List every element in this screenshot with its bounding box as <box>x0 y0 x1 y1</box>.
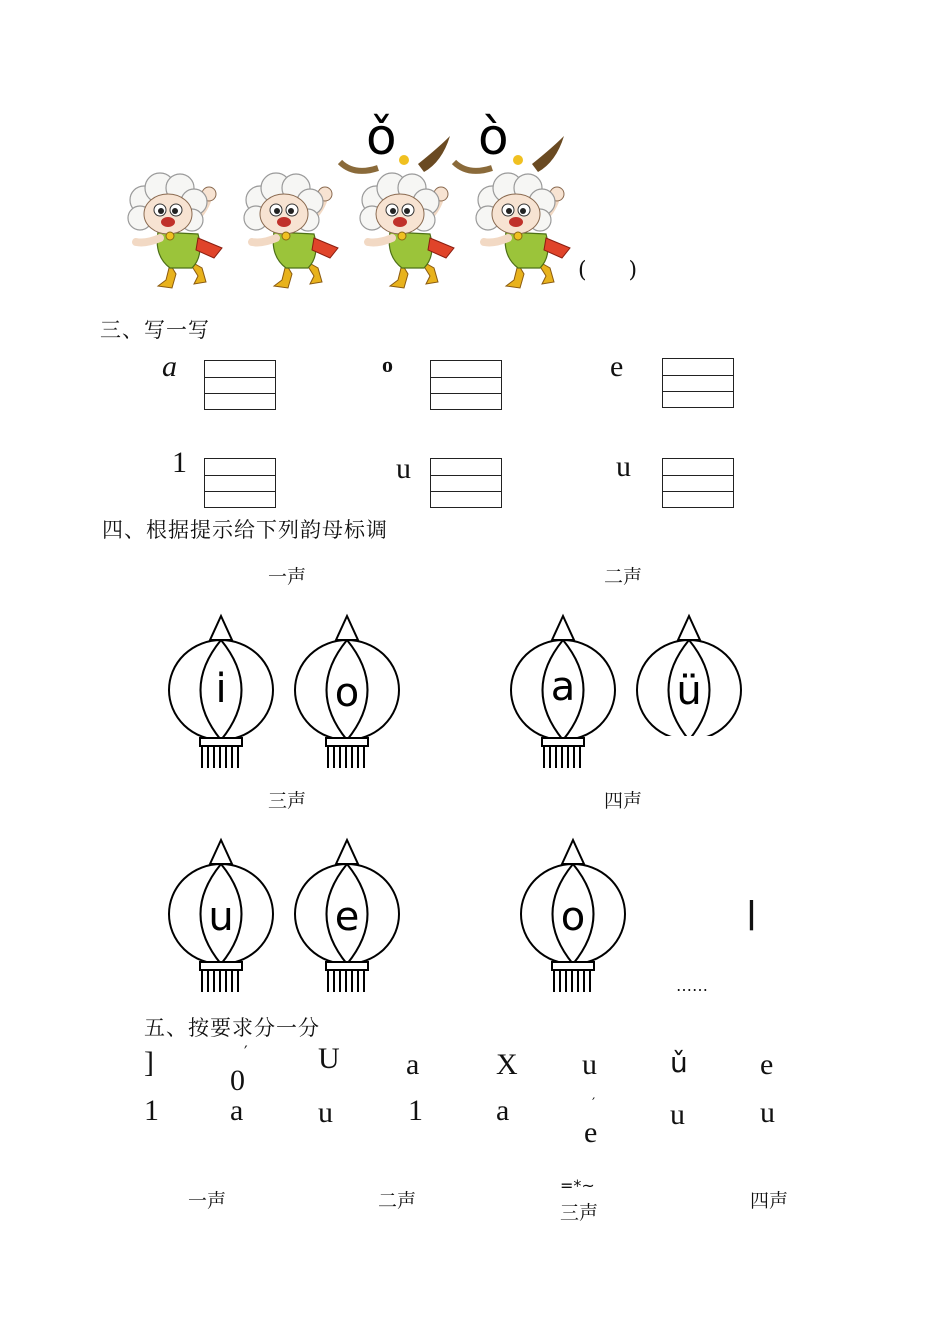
lantern-letter-u: u <box>208 894 234 940</box>
section5-heading: 五、按要求分一分 <box>144 1016 320 1040</box>
answer-parentheses: ( ) <box>578 258 638 283</box>
write-letter-a: a <box>162 350 177 383</box>
sort-tone-first: 一声 <box>188 1190 227 1212</box>
sort-item-r1-4: a <box>406 1048 420 1081</box>
sort-tone-fourth: 四声 <box>750 1190 789 1212</box>
lantern-letter-u-umlaut: ü <box>676 668 702 714</box>
write-letter-o: o <box>382 352 393 377</box>
sort-item-r1-8: e <box>760 1048 774 1081</box>
lantern-letter-o-1: o <box>334 670 360 716</box>
stray-bar-mark: | <box>746 896 757 931</box>
tone-mark-o-fourth: ò <box>478 108 509 166</box>
writing-grid-6 <box>662 458 734 508</box>
sort-item-r2-3: u <box>318 1096 333 1129</box>
section3-heading: 三、写一写 <box>100 318 210 342</box>
writing-grid-4 <box>204 458 276 508</box>
lantern-letter-i: i <box>215 666 227 712</box>
sheep-image-1 <box>118 172 230 292</box>
sort-tone-third: 三声 <box>560 1202 599 1224</box>
tone-label-second: 二声 <box>604 566 643 588</box>
sort-tone-third-top: =*~ <box>560 1176 595 1195</box>
tone-label-third: 三声 <box>268 790 307 812</box>
lantern-letter-e: e <box>334 894 360 940</box>
sort-item-r2-2: a <box>230 1094 244 1127</box>
tone-mark-o-third: ǒ <box>366 108 397 166</box>
sheep-image-4 <box>466 172 578 292</box>
sort-item-r1-7: ǔ <box>670 1046 688 1079</box>
sort-item-r1-2: 0 <box>230 1064 245 1097</box>
sort-item-r2-1: 1 <box>144 1094 159 1127</box>
ellipsis-dots: …… <box>676 976 708 995</box>
sort-item-r1-1: ] <box>144 1046 154 1079</box>
writing-grid-3 <box>662 358 734 408</box>
sort-item-r2-7: u <box>670 1098 685 1131</box>
mark-acute: ′ <box>592 1096 596 1112</box>
tone-label-fourth: 四声 <box>604 790 643 812</box>
write-letter-i: 1 <box>172 446 187 479</box>
sort-item-r2-8: u <box>760 1096 775 1129</box>
sheep-image-3 <box>350 172 462 292</box>
writing-grid-2 <box>430 360 502 410</box>
sort-item-r1-6: u <box>582 1048 597 1081</box>
section4-heading: 四、根据提示给下列韵母标调 <box>102 518 388 542</box>
sort-item-r2-4: 1 <box>408 1094 423 1127</box>
write-letter-e: e <box>610 350 624 383</box>
mark-prime: ′ <box>244 1042 248 1061</box>
lantern-letter-o-2: o <box>560 894 586 940</box>
tone-label-first: 一声 <box>268 566 307 588</box>
lantern-4-mask <box>632 736 746 776</box>
sort-item-r1-3: U <box>318 1042 340 1075</box>
writing-grid-1 <box>204 360 276 410</box>
writing-grid-5 <box>430 458 502 508</box>
sort-item-r1-5: X <box>496 1048 518 1081</box>
sort-tone-second: 二声 <box>378 1190 417 1212</box>
lantern-letter-a: a <box>550 664 576 710</box>
write-letter-u-1: u <box>396 452 411 485</box>
sort-item-r2-5: a <box>496 1094 510 1127</box>
sheep-image-2 <box>234 172 346 292</box>
write-letter-u-2: u <box>616 450 631 483</box>
sort-item-r2-6: e <box>584 1116 598 1149</box>
